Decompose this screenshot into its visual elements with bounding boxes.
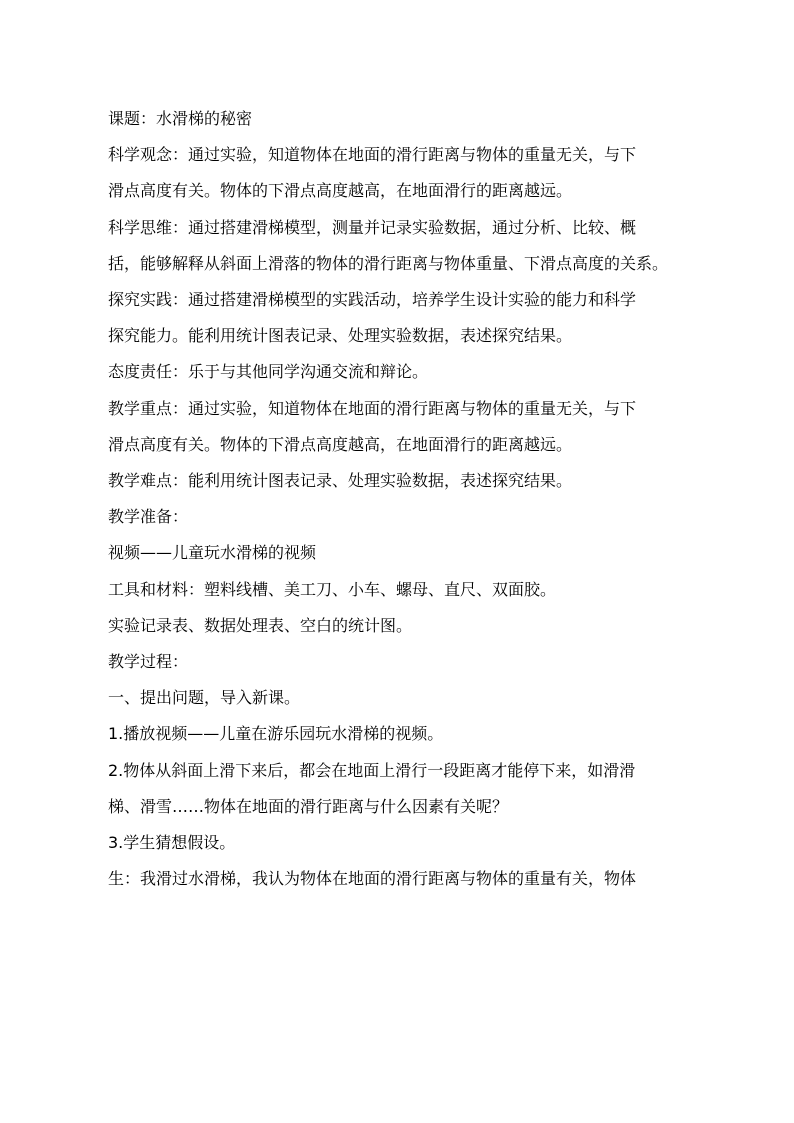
- inquiry-practice-line-2: 探究能力。能利用统计图表记录、处理实验数据，表述探究结果。: [108, 326, 573, 346]
- step-three-line: 3.学生猜想假设。: [108, 833, 236, 853]
- tools-materials-line: 工具和材料：塑料线槽、美工刀、小车、螺母、直尺、双面胶。: [108, 579, 557, 599]
- teaching-focus-line-2: 滑点高度有关。物体的下滑点高度越高，在地面滑行的距离越远。: [108, 434, 573, 454]
- step-two-line-1: 2.物体从斜面上滑下来后，都会在地面上滑行一段距离才能停下来，如滑滑: [108, 760, 636, 780]
- attitude-responsibility-line: 态度责任：乐于与其他同学沟通交流和辩论。: [108, 362, 429, 382]
- scientific-thinking-line-1: 科学思维：通过搭建滑梯模型，测量并记录实验数据，通过分析、比较、概: [108, 217, 637, 237]
- record-sheets-line: 实验记录表、数据处理表、空白的统计图。: [108, 615, 413, 635]
- scientific-concept-line-1: 科学观念：通过实验，知道物体在地面的滑行距离与物体的重量无关，与下: [108, 145, 637, 165]
- scientific-concept-line-2: 滑点高度有关。物体的下滑点高度越高，在地面滑行的距离越远。: [108, 181, 573, 201]
- step-two-line-2: 梯、滑雪……物体在地面的滑行距离与什么因素有关呢？: [108, 796, 509, 816]
- document-body: [108, 101, 722, 897]
- lesson-title-line: 课题：水滑梯的秘密: [108, 109, 253, 128]
- step-one-line: 1.播放视频——儿童在游乐园玩水滑梯的视频。: [108, 724, 444, 744]
- video-item-line: 视频——儿童玩水滑梯的视频: [108, 543, 317, 563]
- section-one-heading: 一、提出问题，导入新课。: [108, 688, 301, 708]
- teaching-preparation-heading: 教学准备：: [108, 507, 189, 527]
- teaching-difficulty-line: 教学难点：能利用统计图表记录、处理实验数据，表述探究结果。: [108, 471, 573, 491]
- scientific-thinking-line-2: 括，能够解释从斜面上滑落的物体的滑行距离与物体重量、下滑点高度的关系。: [108, 253, 669, 273]
- student-answer-line: 生：我滑过水滑梯，我认为物体在地面的滑行距离与物体的重量有关，物体: [108, 869, 637, 889]
- inquiry-practice-line-1: 探究实践：通过搭建滑梯模型的实践活动，培养学生设计实验的能力和科学: [108, 290, 637, 310]
- teaching-process-heading: 教学过程：: [108, 652, 189, 672]
- teaching-focus-line-1: 教学重点：通过实验，知道物体在地面的滑行距离与物体的重量无关，与下: [108, 398, 637, 418]
